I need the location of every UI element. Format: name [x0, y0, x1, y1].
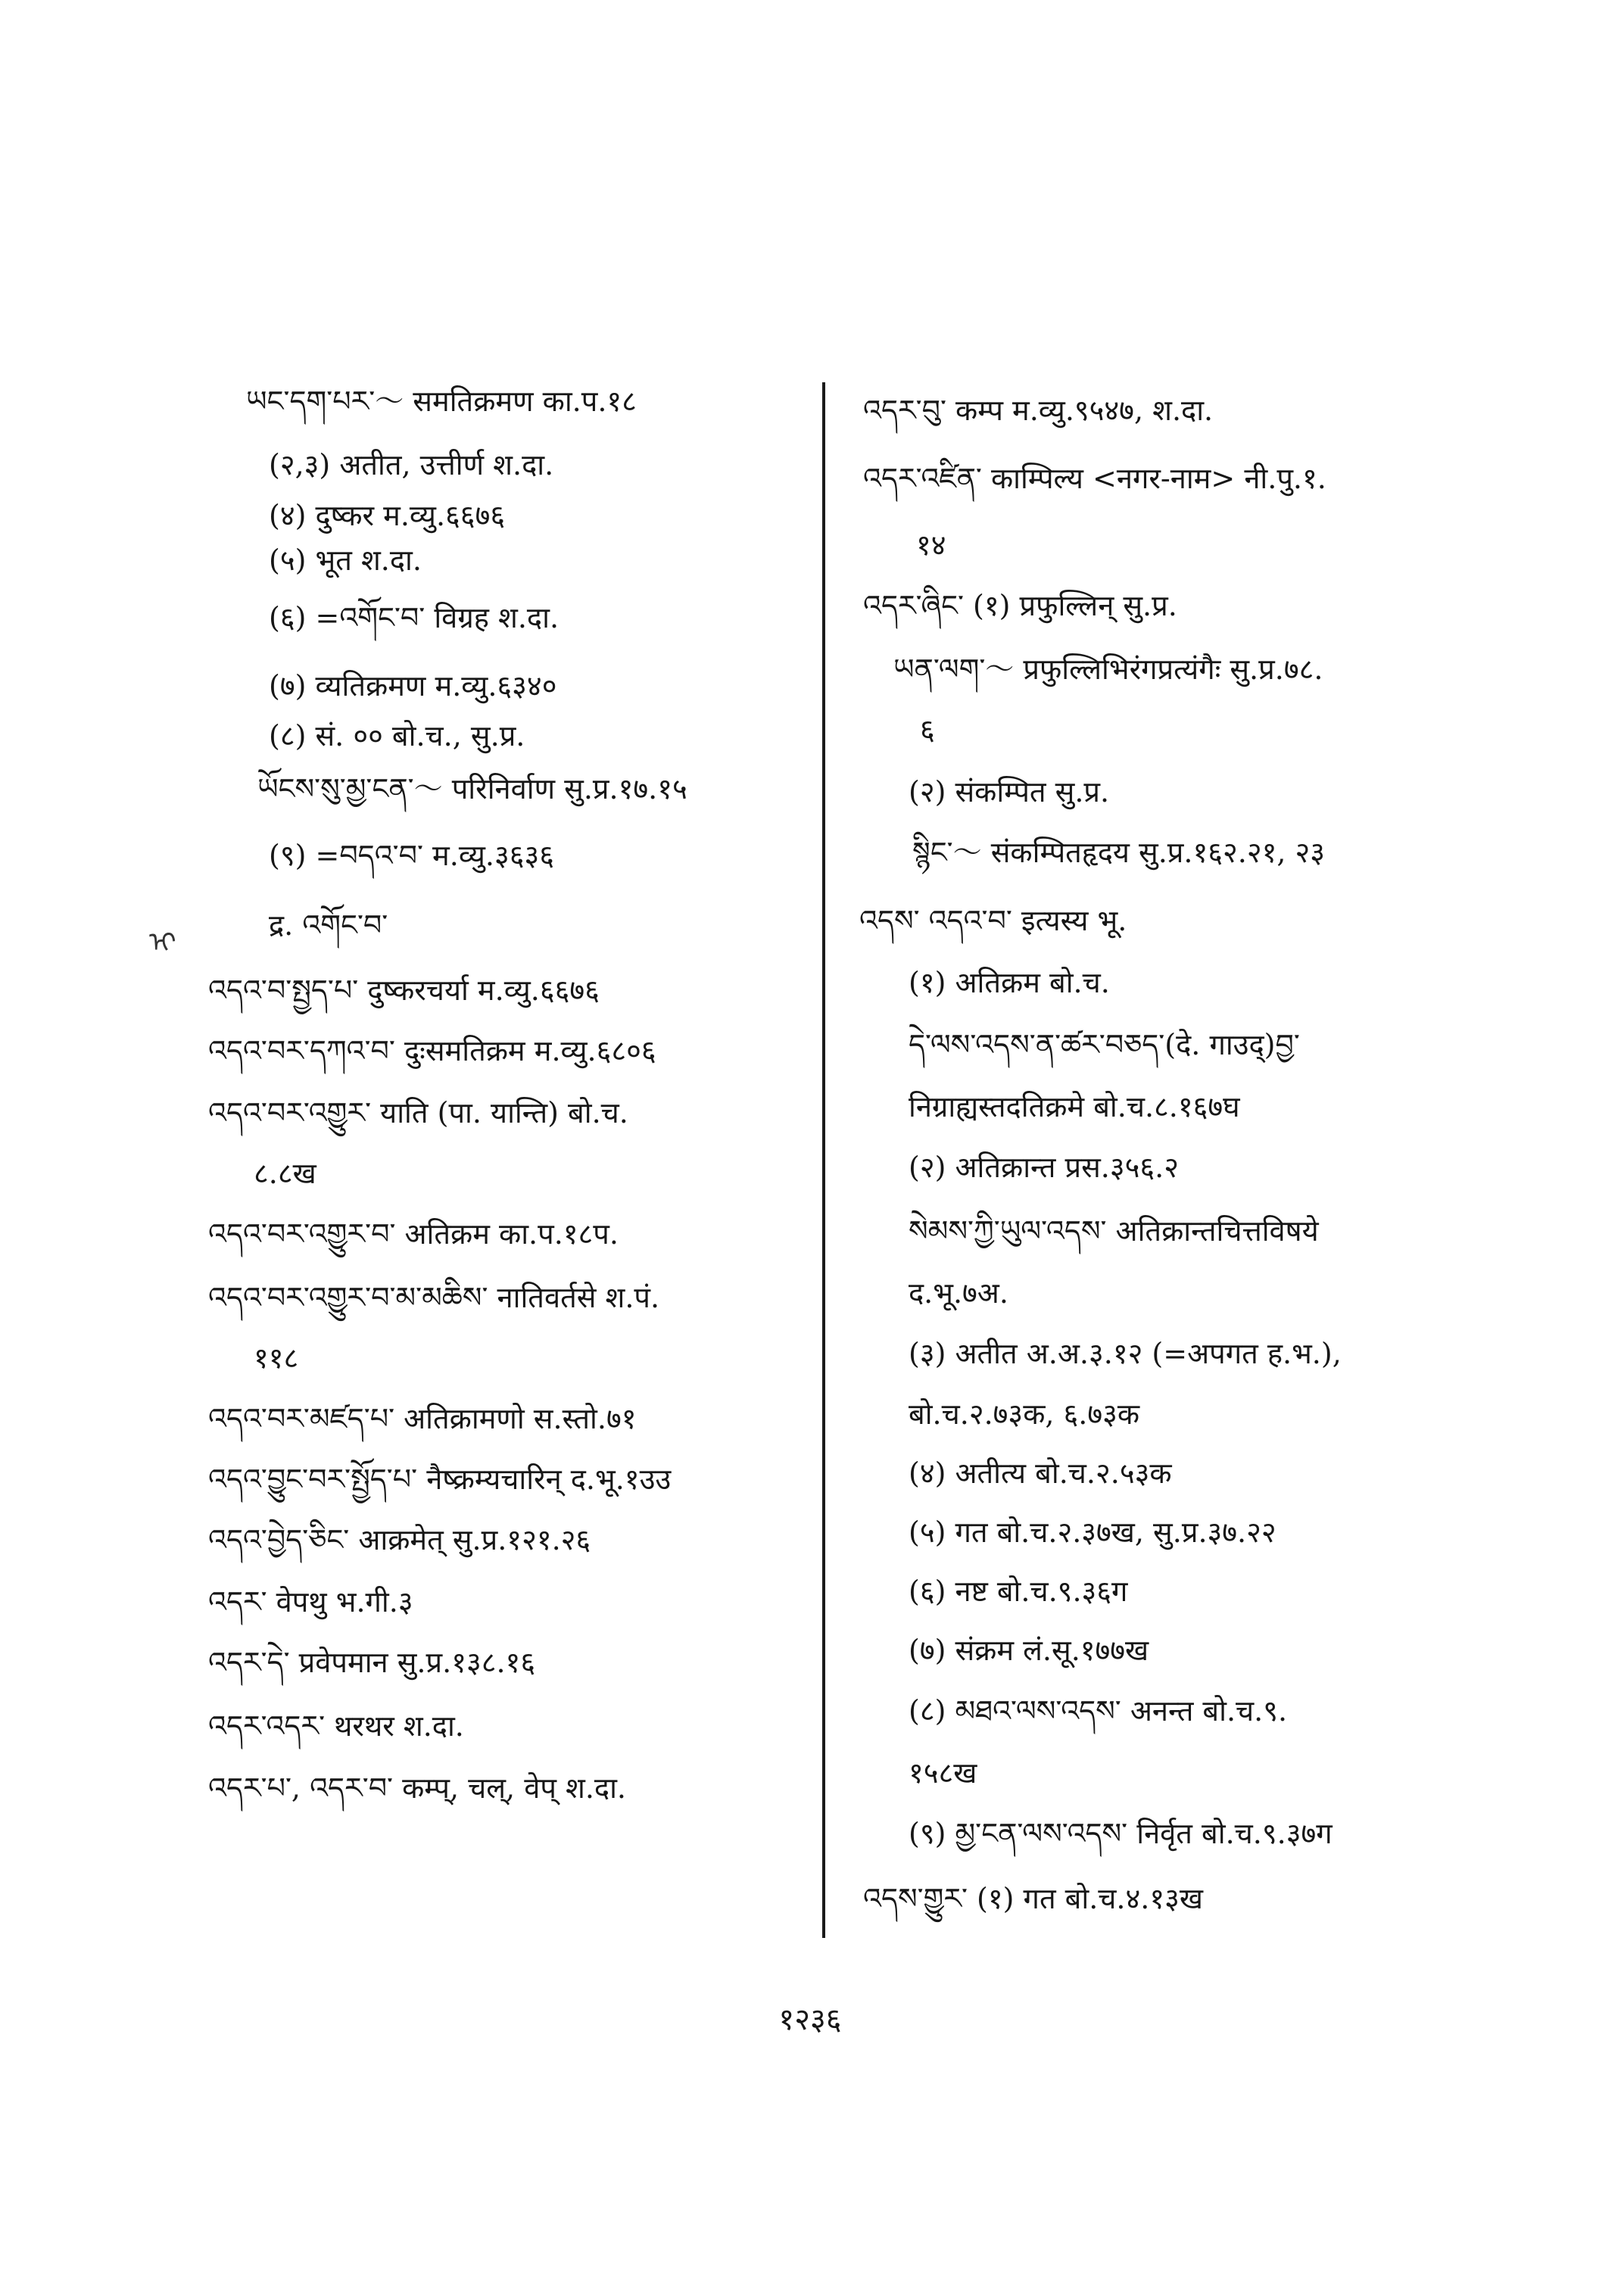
- entry-line: (२) संकम्पित सु.प्र.: [909, 775, 1110, 808]
- entry-line: འདར་འཛིན་ काम्पिल्य <नगर-नाम> नी.पु.१.: [863, 462, 1326, 495]
- entry-line: (३) अतीत अ.अ.३.१२ (=अपगत ह.भ.),: [909, 1337, 1342, 1370]
- entry-line: द्र. འགོང་བ་: [269, 908, 388, 942]
- entry-line: (४) अतीत्य बो.च.२.५३क: [909, 1456, 1172, 1490]
- entry-line: ཡོངས་སུ་མྱ་ངན་～ परिनिर्वाण सु.प्र.१७.१५: [257, 772, 687, 805]
- entry-line: འདའ་བྱུང་བར་སྤྱོད་པ་ नैष्क्रम्यचारिन् द.भू.१उउ: [208, 1463, 672, 1496]
- entry-line: (२) अतिक्रान्त प्रस.३५६.२: [909, 1151, 1180, 1184]
- entry-line: बो.च.२.७३क, ६.७३क: [909, 1397, 1140, 1431]
- entry-line: (२,३) अतीत, उत्तीर्ण श.दा.: [269, 448, 554, 481]
- entry-line: འདའ་བར་འགྱུར་ याति (पा. यान्ति) बो.च.: [208, 1096, 628, 1129]
- entry-line: ཡན་ལག་～ प्रफुल्लिभिरंगप्रत्यंगैः सु.प्र.७८.: [893, 653, 1323, 686]
- margin-mark: ᠢ: [149, 927, 176, 958]
- entry-line: འདར་དེ་ प्रवेपमान सु.प्र.१३८.१६: [208, 1646, 536, 1679]
- entry-line: (४) दुष्कर म.व्यु.६६७६: [269, 499, 506, 532]
- entry-line: ११८: [254, 1341, 299, 1375]
- entry-line: (७) संक्रम लं.सू.१७७ख: [909, 1634, 1149, 1667]
- entry-line: (८) མཐའ་ལས་འདས་ अनन्त बो.च.९.: [909, 1694, 1288, 1728]
- entry-line: འདར་འདར་ थरथर श.दा.: [208, 1709, 464, 1743]
- entry-line: (९) མྱ་ངན་ལས་འདས་ निर्वृत बो.च.९.३७ग: [909, 1817, 1333, 1850]
- entry-line: ६: [920, 713, 935, 746]
- entry-line: (६) नष्ट बो.च.९.३६ग: [909, 1575, 1128, 1608]
- entry-line: (६) =འགོང་བ་ विग्रह श.दा.: [269, 601, 560, 634]
- entry-line: འདའ་བྱེད་ཅིང་ आक्रमेत् सु.प्र.१२१.२६: [208, 1523, 591, 1556]
- entry-line: (८) सं. ०० बो.च., सु.प्र.: [269, 719, 525, 752]
- entry-line: སེམས་ཀྱི་ཡུལ་འདས་ अतिक्रान्तचित्तविषये: [909, 1214, 1319, 1248]
- entry-line: (१) अतिक्रम बो.च.: [909, 966, 1110, 999]
- entry-line: འདའ་བར་མཛད་པ་ अतिक्रामणो स.स्तो.७१: [208, 1402, 637, 1435]
- entry-line: निग्राह्यस्तदतिक्रमे बो.च.८.१६७घ: [909, 1090, 1240, 1123]
- entry-line: (९) =བདའ་བ་ म.व्यु.३६३६: [269, 839, 554, 872]
- entry-line: འདས་གྱུར་ (१) गत बो.च.४.१३ख: [863, 1882, 1203, 1915]
- page-number: १२३६: [778, 2002, 842, 2037]
- entry-line: འདའ་བར་འགྱུར་བ་མ་མཆིས་ नातिवर्तसे श.पं.: [208, 1281, 660, 1314]
- entry-line: (५) भूत श.दा.: [269, 544, 422, 577]
- entry-line: ८.८ख: [254, 1157, 316, 1190]
- entry-line: འདར་བུ་ कम्प म.व्यु.९५४७, श.दा.: [863, 394, 1214, 427]
- entry-line: འདའ་བར་འགྱུར་བ་ अतिक्रम का.प.१८प.: [208, 1217, 619, 1251]
- entry-line: འདའ་བར་དཀའ་བ་ दुःसमतिक्रम म.व्यु.६८०६: [208, 1034, 656, 1067]
- entry-line: འདར་ཞིང་ (१) प्रफुल्लिन् सु.प्र.: [863, 589, 1177, 622]
- entry-line: འདར་ वेपथु भ.गी.३: [208, 1585, 413, 1618]
- entry-line: འདའ་བ་སྤྱད་པ་ दुष्करचर्या म.व्यु.६६७६: [208, 974, 600, 1007]
- entry-line: སྙིང་～ संकम्पितहृदय सु.प्र.१६२.२१, २३: [912, 836, 1326, 869]
- entry-line: འདས་ འདའ་བ་ इत्यस्य भू.: [859, 904, 1127, 937]
- entry-line: (७) व्यतिक्रमण म.व्यु.६३४०: [269, 669, 557, 703]
- entry-line: འདར་པ་, འདར་བ་ कम्प्, चल्, वेप् श.दा.: [208, 1771, 627, 1805]
- entry-line: ཡང་དག་པར་～ समतिक्रमण का.प.१८: [246, 385, 637, 418]
- entry-line: द.भू.७अ.: [909, 1276, 1008, 1310]
- column-divider: [822, 382, 825, 1938]
- entry-line: (५) गत बो.च.२.३७ख, सु.प्र.३७.२२: [909, 1516, 1276, 1549]
- entry-line: १५८ख: [909, 1756, 977, 1790]
- entry-line: १४: [916, 528, 946, 562]
- entry-line: དེ་ལས་འདས་ན་ཚར་བཅད་(दे. गाउद्)བྱ་: [909, 1028, 1300, 1061]
